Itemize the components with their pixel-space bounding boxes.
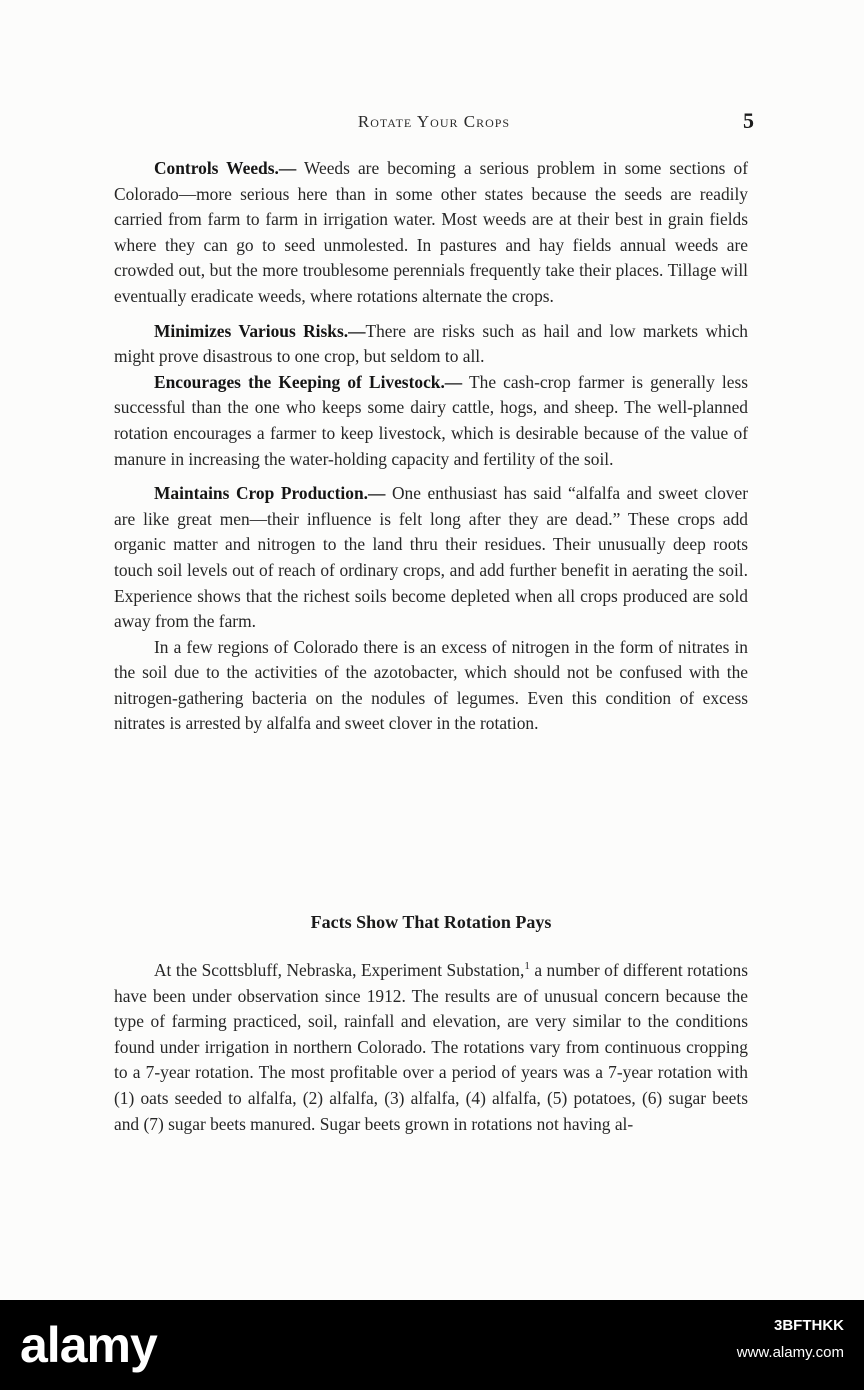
paragraph-lead: Encourages the Keeping of Livestock.— [154, 371, 463, 392]
section-heading: Facts Show That Rotation Pays [310, 912, 552, 932]
paragraph-minimizes-risks [114, 319, 748, 370]
brand-logo: alamy [20, 1317, 157, 1373]
paragraph-text: One enthusiast has said “alfalfa and sweet clover are like great men—their influence is felt long after they are dead.” These crops add organic matter and nitrogen to the land thru their residues. Their unusually deep roots touch soil levels out of reach of ordinary crops, and add further benefit in aerating the soil. Experience shows that the richest soils become depleted when all crops produced are sold away from the farm. [114, 483, 748, 632]
page-number: 5 [743, 108, 754, 133]
paragraph-livestock [114, 370, 748, 472]
footnote-mark: 1 [524, 960, 530, 973]
paragraph-text: At the Scottsbluff, Nebraska, Experiment Substation, [154, 960, 525, 980]
paragraph-scottsbluff [114, 958, 748, 1137]
paragraph-text: In a few regions of Colorado there is an excess of nitrogen in the form of nitrates in the soil due to the activities of the azotobacter, which should not be confused with the nitrogen-gathering bacteria on the nodules of legumes. Even this condition of excess nitrates is arrested by alfalfa and sweet clover in the rotation. [114, 636, 748, 734]
paragraph-lead: Minimizes Various Risks.— [154, 320, 366, 341]
paragraph-controls-weeds [114, 156, 748, 310]
page-header [114, 108, 754, 142]
paragraph-text: Weeds are becoming a serious problem in some sections of Colorado—more serious here than in some other states because the seeds are readily carried from farm to farm in irrigation water. Most weeds are at their best in grain fields where they can go to seed unmolested. In pastures and hay fields annual weeds are crowded out, but the more troublesome perennials frequently take their places. Tillage will eventually eradicate weeds, where rotations alternate the crops. [114, 158, 748, 306]
paragraph-text: The cash-crop farmer is generally less successful than the one who keeps some dairy cattle, hogs, and sheep. The well-planned rotation encourages a farmer to keep livestock, which is desirable because of the value of manure in increasing the water-holding capacity and fertility of the soil. [114, 371, 749, 469]
running-head: Rotate Your Crops [357, 112, 511, 131]
image-id: 3BFTHKK [774, 1317, 844, 1334]
paragraph-lead: Maintains Crop Production.— [154, 483, 386, 504]
paragraph-lead: Controls Weeds.— [154, 158, 297, 178]
paragraph-text: a number of different rotations have been under observation since 1912. The results are of unusual concern because the type of farming practiced, soil, rainfall and elevation, are very similar to the conditions found under irrigation in northern Colorado. The rotations vary from continuous cropping to a 7-year rotation. The most profitable over a period of years was a 7-year rotation with (1) oats seeded to alfalfa, (2) alfalfa, (3) alfalfa, (4) alfalfa, (5) potatoes, (6) sugar beets and (7) sugar beets manured. Sugar beets grown in rotations not having al- [114, 960, 748, 1134]
paragraph-text: There are risks such as hail and low markets which might prove disastrous to one crop, but seldom to all. [114, 320, 748, 367]
paragraph-nitrates [114, 635, 748, 737]
watermark-banner [0, 1300, 864, 1390]
section-body [114, 958, 748, 1137]
paragraph-crop-production [114, 481, 748, 635]
site-url: www.alamy.com [736, 1344, 844, 1361]
body-text [114, 156, 748, 737]
